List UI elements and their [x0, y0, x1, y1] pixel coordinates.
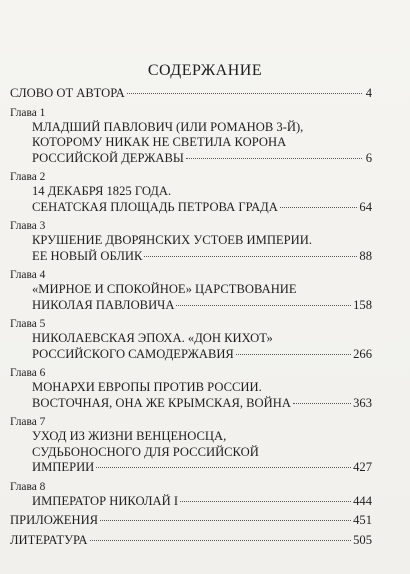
chapter-title-line: НИКОЛАЯ ПАВЛОВИЧА [32, 297, 175, 312]
dot-leader [144, 256, 357, 257]
chapter-title [10, 429, 372, 476]
toc-entry-chapter-2 [10, 170, 372, 215]
chapter-label: Глава 6 [10, 367, 46, 379]
toc-entry-chapter-3 [10, 219, 372, 264]
chapter-title [10, 120, 372, 167]
dot-leader [100, 520, 351, 521]
toc-entry-chapter-4 [10, 268, 372, 313]
chapter-title [10, 331, 372, 362]
entry-text: ПРИЛОЖЕНИЯ [10, 513, 99, 527]
chapter-label: Глава 2 [10, 171, 46, 183]
dot-leader [180, 501, 351, 502]
chapter-title-line: КРУШЕНИЕ ДВОРЯНСКИХ УСТОЕВ ИМПЕРИИ. [32, 233, 312, 247]
chapter-title-line: КОТОРОМУ НИКАК НЕ СВЕТИЛА КОРОНА [32, 135, 287, 149]
toc-entry-author-note [10, 86, 372, 102]
chapter-label: Глава 3 [10, 220, 46, 232]
chapter-title-line: ИМПЕРИИ [32, 460, 95, 474]
dot-leader [96, 467, 351, 468]
entry-text: СЛОВО ОТ АВТОРА [10, 86, 125, 100]
page-number: 505 [353, 532, 372, 547]
toc-entry-literature [10, 533, 372, 549]
chapter-label: Глава 1 [10, 106, 46, 119]
page-number: 266 [353, 346, 372, 361]
chapter-title-line: СЕНАТСКАЯ ПЛОЩАДЬ ПЕТРОВА ГРАДА [32, 199, 278, 214]
toc-entry-chapter-7 [10, 415, 372, 476]
chapter-title-line: РОССИЙСКОЙ ДЕРЖАВЫ [32, 150, 184, 165]
toc-entry-chapter-6 [10, 366, 372, 411]
page-number: 158 [353, 297, 372, 312]
toc-entry-chapter-1 [10, 106, 372, 167]
chapter-title [10, 494, 372, 510]
dot-leader [127, 93, 362, 94]
dot-leader [186, 158, 362, 159]
chapter-title-line: МОНАРХИ ЕВРОПЫ ПРОТИВ РОССИИ. [32, 380, 262, 394]
chapter-title-line: 14 ДЕКАБРЯ 1825 ГОДА. [32, 184, 172, 198]
page-number: 6 [365, 150, 372, 165]
chapter-title [10, 184, 372, 215]
chapter-title [10, 233, 372, 264]
toc-entry-appendix [10, 513, 372, 529]
dot-leader [236, 354, 351, 355]
chapter-title [10, 282, 372, 313]
dot-leader [90, 540, 352, 541]
entry-text: ЛИТЕРАТУРА [10, 532, 88, 547]
page-number: 88 [359, 248, 372, 263]
chapter-title-line: НИКОЛАЕВСКАЯ ЭПОХА. «ДОН КИХОТ» [32, 331, 273, 345]
chapter-label: Глава 7 [10, 416, 46, 428]
dot-leader [176, 305, 351, 306]
page-number: 444 [353, 493, 372, 508]
chapter-title-line: «МИРНОЕ И СПОКОЙНОЕ» ЦАРСТВОВАНИЕ [32, 282, 297, 296]
chapter-title-line: РОССИЙСКОГО САМОДЕРЖАВИЯ [32, 346, 234, 361]
chapter-title-line: МЛАДШИЙ ПАВЛОВИЧ (ИЛИ РОМАНОВ 3-Й), [32, 119, 304, 134]
chapter-title-line: СУДЬБОНОСНОГО ДЛЯ РОССИЙСКОЙ [32, 444, 259, 459]
table-of-contents [10, 86, 372, 548]
toc-entry-chapter-8 [10, 480, 372, 510]
dot-leader [280, 207, 358, 208]
chapter-title-line: УХОД ИЗ ЖИЗНИ ВЕНЦЕНОСЦА, [32, 429, 227, 443]
chapter-title [10, 380, 372, 411]
chapter-title-line: ЕЕ НОВЫЙ ОБЛИК [32, 248, 143, 263]
page-number: 64 [359, 199, 372, 214]
chapter-title-line: ИМПЕРАТОР НИКОЛАЙ I [32, 493, 179, 508]
dot-leader [293, 403, 351, 404]
page-number: 363 [353, 395, 372, 410]
page-number: 4 [365, 86, 372, 100]
toc-entry-chapter-5 [10, 317, 372, 362]
page-number: 451 [353, 513, 372, 527]
chapter-label: Глава 5 [10, 318, 46, 330]
chapter-label: Глава 4 [10, 269, 46, 281]
toc-title: СОДЕРЖАНИЕ [147, 62, 263, 79]
page-number: 427 [353, 460, 372, 474]
chapter-label: Глава 8 [10, 480, 46, 493]
chapter-title-line: ВОСТОЧНАЯ, ОНА ЖЕ КРЫМСКАЯ, ВОЙНА [32, 395, 291, 410]
chapter-list [10, 106, 372, 510]
